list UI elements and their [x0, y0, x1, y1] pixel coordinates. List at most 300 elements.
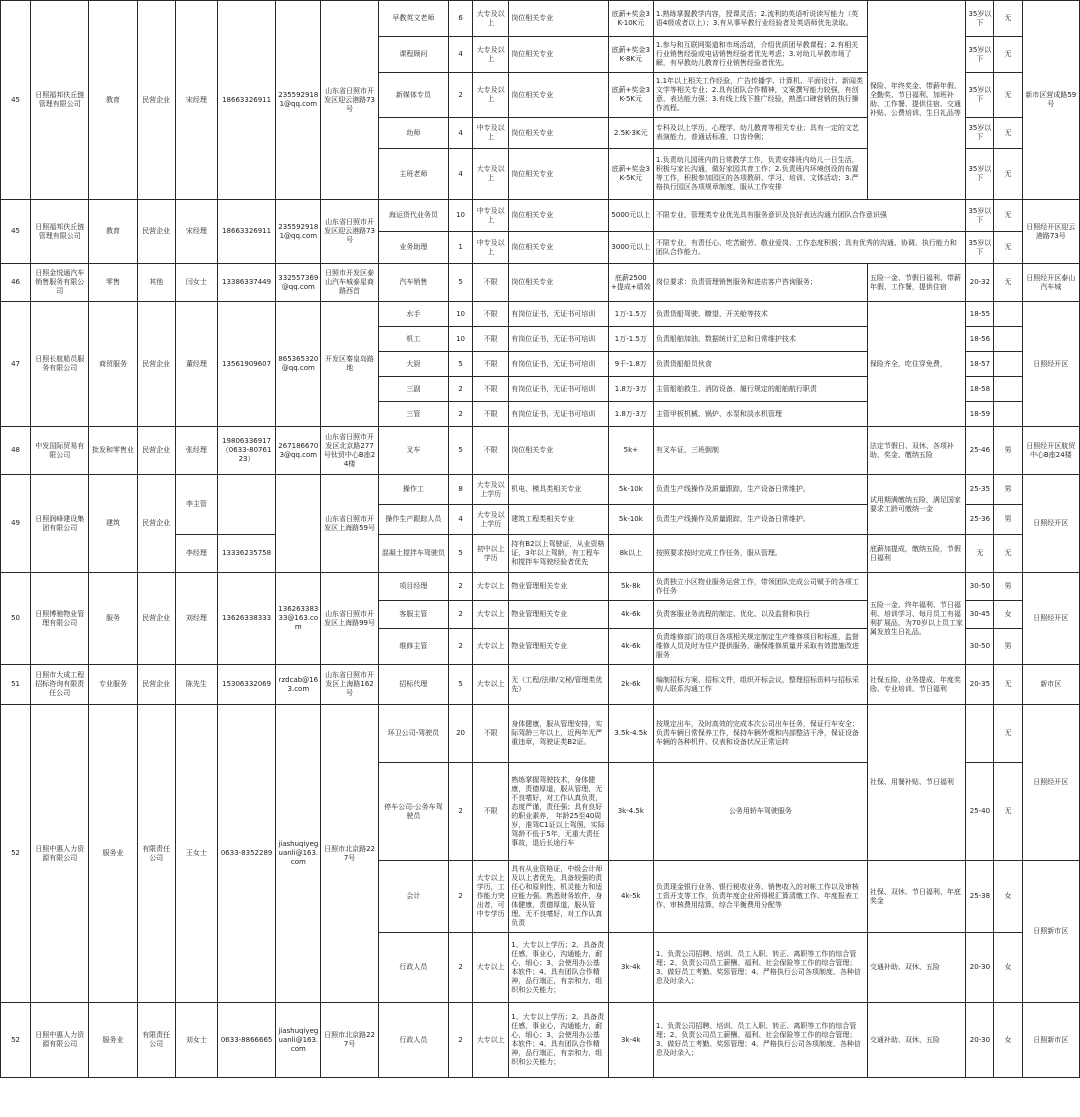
- company-address: 开发区秦皇岛路地: [321, 302, 378, 427]
- work-region: 日照新市区: [1022, 1003, 1079, 1078]
- table-row: [1, 1, 1080, 37]
- contact-person: 陈先生: [175, 665, 217, 705]
- entry-no: 46: [1, 264, 31, 302]
- job-title: 招标代理: [378, 665, 448, 705]
- job-salary: 3k-4k: [608, 933, 653, 1003]
- job-major: 建筑工程类相关专业: [509, 505, 608, 535]
- job-education: 大专以上: [473, 601, 509, 629]
- job-duty: 负责生产线操作及质量跟踪，生产设备日常维护。: [653, 475, 867, 505]
- job-salary: 3000元以上: [608, 232, 653, 264]
- contact-phone: 18663326911: [217, 1, 275, 200]
- job-major: 机电、模具类相关专业: [509, 475, 608, 505]
- contact-phone: [217, 475, 275, 535]
- contact-phone: 13386337449: [217, 264, 275, 302]
- industry: 批发和零售业: [89, 427, 137, 475]
- job-age: 30-50: [966, 629, 994, 665]
- job-count: 2: [449, 629, 473, 665]
- contact-email: jiashuqiyeguanli@163.com: [276, 705, 321, 1003]
- job-education: 不限: [473, 427, 509, 475]
- company-name: 日照金悦通汽车销售服务有限公司: [31, 264, 89, 302]
- industry: 专业服务: [89, 665, 137, 705]
- job-title: 机工: [378, 327, 448, 352]
- job-age: 18-58: [966, 377, 994, 402]
- job-count: 4: [449, 37, 473, 73]
- job-title: 早教英文老师: [378, 1, 448, 37]
- job-count: 10: [449, 302, 473, 327]
- job-education: 不限: [473, 705, 509, 763]
- job-salary: 5000元以上: [608, 200, 653, 232]
- job-gender: [994, 327, 1022, 352]
- job-duty: 有叉车证，三班倒制: [653, 427, 867, 475]
- job-duty: 1.负责幼儿园班内的日常教学工作，负责安排班内幼儿一日生活，积极与家长沟通，做好家园共育工作；2.负责班内环境创设的布置等工作，积极参加园区的各项教研、学习、培训、文体活动；3.严格执行园区各项规章制度，服从工作安排: [653, 149, 867, 200]
- job-education: 初中以上学历: [473, 535, 509, 573]
- job-gender: 无: [994, 37, 1022, 73]
- job-major: 岗位相关专业: [509, 73, 608, 118]
- contact-phone: 19806336917（0633-8076123）: [217, 427, 275, 475]
- job-major: 无（工程/法律/文秘/管理类优先）: [509, 665, 608, 705]
- job-major: 岗位相关专业: [509, 232, 608, 264]
- job-count: 2: [449, 377, 473, 402]
- entry-no: 52: [1, 1003, 31, 1078]
- job-education: 不限: [473, 402, 509, 427]
- job-salary: 1.8万-3万: [608, 402, 653, 427]
- contact-email: 2355929181@qq.com: [276, 200, 321, 264]
- job-title: 幼师: [378, 118, 448, 149]
- job-major: 有岗位证书，无证书可培训: [509, 402, 608, 427]
- job-gender: 无: [994, 149, 1022, 200]
- welfare: 社保、双休、节日福利、年底奖金: [867, 861, 965, 933]
- welfare: 底薪加提成，缴纳五险，节假日福利: [867, 535, 965, 573]
- job-major: 岗位相关专业: [509, 264, 608, 302]
- job-count: 5: [449, 264, 473, 302]
- job-title: 汽车销售: [378, 264, 448, 302]
- job-count: 4: [449, 118, 473, 149]
- job-count: 2: [449, 73, 473, 118]
- work-region: 日照经开区: [1022, 475, 1079, 573]
- job-age: 35岁以下: [966, 118, 994, 149]
- job-gender: 男: [994, 629, 1022, 665]
- contact-phone: 18663326911: [217, 200, 275, 264]
- contact-email: 2671866703@qq.com: [276, 427, 321, 475]
- contact-email: jiashuqiyeguanli@163.com: [276, 1003, 321, 1078]
- job-salary: 4k-6k: [608, 629, 653, 665]
- job-count: 5: [449, 535, 473, 573]
- job-education: 中专及以上: [473, 118, 509, 149]
- contact-phone: 13561909607: [217, 302, 275, 427]
- welfare: 社保、用餐补贴、节日福利: [867, 705, 965, 861]
- job-education: 大专及以上: [473, 73, 509, 118]
- contact-email: 865365320@qq.com: [276, 302, 321, 427]
- job-duty: 1.熟练掌握教学内容，授课灵活；2.流利的英语听说读写能力（英语4级或者以上）；3.有从事早教行业经验者及英语师优先录取。: [653, 1, 867, 37]
- job-major: 物业管理相关专业: [509, 629, 608, 665]
- job-gender: [994, 402, 1022, 427]
- job-count: 2: [449, 933, 473, 1003]
- job-count: 4: [449, 149, 473, 200]
- job-count: 5: [449, 427, 473, 475]
- welfare: 法定节假日、双休、各项补助、奖金、缴纳五险: [867, 427, 965, 475]
- job-age: 25-38: [966, 861, 994, 933]
- job-major: 物业管理相关专业: [509, 601, 608, 629]
- contact-person: 刘女士: [175, 1003, 217, 1078]
- job-salary: 5k-8k: [608, 573, 653, 601]
- job-education: 大专及以上学历: [473, 505, 509, 535]
- table-row: [1, 200, 1080, 232]
- company-nature: 有限责任公司: [137, 705, 175, 1003]
- table-row: [1, 427, 1080, 475]
- company-name: 日照中惠人力资源有限公司: [31, 1003, 89, 1078]
- job-age: 20-32: [966, 264, 994, 302]
- company-address: 山东省日照市开发区迎云港路73号: [321, 1, 378, 200]
- job-education: 不限: [473, 377, 509, 402]
- work-region: 日照经开区航贸中心B座24楼: [1022, 427, 1079, 475]
- company-address: 山东省日照市开发区上海路162号: [321, 665, 378, 705]
- job-education: 中专及以上: [473, 232, 509, 264]
- work-region: 新市区: [1022, 665, 1079, 705]
- job-salary: 底薪+奖金3K-5K元: [608, 149, 653, 200]
- job-age: 30-50: [966, 573, 994, 601]
- job-gender: 无: [994, 118, 1022, 149]
- job-title: 行政人员: [378, 1003, 448, 1078]
- job-salary: 底薪+奖金3K-5K元: [608, 73, 653, 118]
- contact-email: [276, 475, 321, 573]
- company-nature: 民营企业: [137, 302, 175, 427]
- job-title: 操作生产跟踪人员: [378, 505, 448, 535]
- job-salary: 5k-10k: [608, 505, 653, 535]
- work-region: 日照经开区: [1022, 573, 1079, 665]
- company-nature: 民营企业: [137, 427, 175, 475]
- company-name: 日照润峰建设集团有限公司: [31, 475, 89, 573]
- work-region: 日照经开区泰山汽车城: [1022, 264, 1079, 302]
- job-age: 35岁以下: [966, 200, 994, 232]
- job-title: 三管: [378, 402, 448, 427]
- job-count: 5: [449, 665, 473, 705]
- entry-no: 45: [1, 1, 31, 200]
- job-gender: 男: [994, 427, 1022, 475]
- job-age: 25-46: [966, 427, 994, 475]
- company-name: 中发国际贸易有限公司: [31, 427, 89, 475]
- contact-email: rzdcab@163.com: [276, 665, 321, 705]
- welfare: 试用期满缴纳五险，满足国家要求工龄可缴纳一金: [867, 475, 965, 535]
- table-row: [1, 264, 1080, 302]
- job-major: 有岗位证书，无证书可培训: [509, 327, 608, 352]
- company-nature: 民营企业: [137, 665, 175, 705]
- job-gender: 男: [994, 475, 1022, 505]
- job-age: 25-35: [966, 475, 994, 505]
- job-age: 20-30: [966, 1003, 994, 1078]
- job-education: 大专及以上: [473, 37, 509, 73]
- job-title: 会计: [378, 861, 448, 933]
- job-duty: 负责生产线操作及质量跟踪，生产设备日常维护。: [653, 505, 867, 535]
- work-region: 日照经开区: [1022, 705, 1079, 861]
- job-title: 大厨: [378, 352, 448, 377]
- company-nature: 民营企业: [137, 200, 175, 264]
- job-duty: 主管船舶救生、消防设备，履行规定的船舶航行职责: [653, 377, 867, 402]
- job-salary: 1万-1.5万: [608, 302, 653, 327]
- industry: 服务业: [89, 705, 137, 1003]
- contact-phone: 13336235758: [217, 535, 275, 573]
- welfare: 交通补助、双休、五险: [867, 1003, 965, 1078]
- job-education: 不限: [473, 264, 509, 302]
- contact-email: 2355929181@qq.com: [276, 1, 321, 200]
- entry-no: 48: [1, 427, 31, 475]
- company-name: 日照长航船员服务有限公司: [31, 302, 89, 427]
- work-region: 日照新市区: [1022, 861, 1079, 1003]
- contact-person: 宋经理: [175, 1, 217, 200]
- job-count: 6: [449, 1, 473, 37]
- job-age: 18-59: [966, 402, 994, 427]
- job-age: 18-56: [966, 327, 994, 352]
- job-salary: 底薪2500+提成+绩效: [608, 264, 653, 302]
- job-duty: 1.参与和互联网渠道和市场活动，介绍优质团早教课程；2.有相关行业销售经验或电话销售经验者优先考虑；3.对幼儿早教市场了解，有早教幼儿教育行业销售经验者优先。: [653, 37, 867, 73]
- job-gender: 男: [994, 505, 1022, 535]
- job-title: 维修主管: [378, 629, 448, 665]
- job-salary: 1万-1.5万: [608, 327, 653, 352]
- job-duty: 负责货船驾驶、瞭望、开关舱等技术: [653, 302, 867, 327]
- table-row: [1, 475, 1080, 505]
- job-age: 18-55: [966, 302, 994, 327]
- job-age: 35岁以下: [966, 73, 994, 118]
- table-row: [1, 302, 1080, 327]
- job-gender: [994, 352, 1022, 377]
- job-salary: 2.5K-3K元: [608, 118, 653, 149]
- job-gender: 无: [994, 232, 1022, 264]
- job-salary: 9千-1.8万: [608, 352, 653, 377]
- contact-person: 李经理: [175, 535, 217, 573]
- company-address: 山东省日照市开发区上海路59号: [321, 475, 378, 573]
- job-age: 35岁以下: [966, 149, 994, 200]
- job-title: 新媒体专员: [378, 73, 448, 118]
- table-row: [1, 705, 1080, 763]
- welfare: 保险齐全，吃住穿免费，: [867, 302, 965, 427]
- job-count: 8: [449, 475, 473, 505]
- industry: 教育: [89, 200, 137, 264]
- job-duty: 编制招标方案、招标文件，组织开标会议，整理招标资料与招标采购人联系沟通工作: [653, 665, 867, 705]
- job-duty: 按照要求按时完成工作任务，服从管理。: [653, 535, 867, 573]
- job-age: 18-57: [966, 352, 994, 377]
- welfare: 交通补助、双休、五险: [867, 933, 965, 1003]
- job-title: 混凝土搅拌车驾驶员: [378, 535, 448, 573]
- job-gender: [994, 377, 1022, 402]
- contact-person: 闫女士: [175, 264, 217, 302]
- job-duty: 1.1年以上相关工作经验，广告传播学、计算机、平面设计、新闻类文学等相关专业；2.具有团队合作精神，文案撰写能力较强，有创意、表达能力强；3.有线上线下推广经验，熟悉口碑营销的执行操作流程。: [653, 73, 867, 118]
- job-title: 叉车: [378, 427, 448, 475]
- job-count: 2: [449, 601, 473, 629]
- job-education: 大专及以上: [473, 149, 509, 200]
- contact-email: 332557369@qq.com: [276, 264, 321, 302]
- company-nature: 民营企业: [137, 475, 175, 573]
- job-duty: 公务用轿车驾驶服务: [653, 763, 867, 861]
- job-gender: 女: [994, 601, 1022, 629]
- company-nature: 有限责任公司: [137, 1003, 175, 1078]
- job-count: 4: [449, 505, 473, 535]
- company-name: 日照市大成工程招标咨询有限责任公司: [31, 665, 89, 705]
- job-age: 20-35: [966, 665, 994, 705]
- job-gender: 无: [994, 535, 1022, 573]
- job-education: 大专以上: [473, 629, 509, 665]
- industry: 零售: [89, 264, 137, 302]
- job-duty: 负责独立小区物业服务运营工作，带领团队完成公司赋予的各项工作任务: [653, 573, 867, 601]
- job-title: 项目经理: [378, 573, 448, 601]
- job-count: 10: [449, 200, 473, 232]
- job-gender: 无: [994, 264, 1022, 302]
- job-age: 25-36: [966, 505, 994, 535]
- job-title: 主班老师: [378, 149, 448, 200]
- industry: 教育: [89, 1, 137, 200]
- job-major: 岗位相关专业: [509, 118, 608, 149]
- job-education: 大专及以上: [473, 1, 509, 37]
- welfare: 五险一金、终年福利、节日福利、培训学习、每月员工有福利扩展品，为70岁以上员工家属发放生日礼品。: [867, 573, 965, 665]
- job-salary: 2k-6k: [608, 665, 653, 705]
- job-major: 有岗位证书，无证书可培训: [509, 377, 608, 402]
- job-age: 30-45: [966, 601, 994, 629]
- table-row: [1, 1003, 1080, 1078]
- job-age: 35岁以下: [966, 1, 994, 37]
- company-address: 山东省日照市开发区上海路99号: [321, 573, 378, 665]
- job-gender: 无: [994, 763, 1022, 861]
- job-salary: 8k以上: [608, 535, 653, 573]
- job-education: 大专以上: [473, 573, 509, 601]
- job-title: 客服主管: [378, 601, 448, 629]
- job-title: 业务助理: [378, 232, 448, 264]
- job-duty: 1、负责公司招聘、培训、员工入职、转正、离职等工作的综合管理；2、负责公司员工薪酬、福利、社会保险等工作的综合管理；3、做好员工考勤、奖惩管理；4、严格执行公司各项制度、各种信息及时录入；: [653, 933, 867, 1003]
- company-address: 日照市开发区泰山汽车城泰星商路西首: [321, 264, 378, 302]
- job-gender: 女: [994, 933, 1022, 1003]
- job-count: 2: [449, 573, 473, 601]
- job-gender: [994, 302, 1022, 327]
- job-duty: 负责维修部门的项目各项相关规定制定生产维修项目和标准，监督维修人员及时为住户提供服务，确保维修质量并采取有效措施改进服务: [653, 629, 867, 665]
- contact-person: 王女士: [175, 705, 217, 1003]
- job-age: 35岁以下: [966, 37, 994, 73]
- job-title: 停车公司-公务车驾驶员: [378, 763, 448, 861]
- contact-person: 李主管: [175, 475, 217, 535]
- job-education: 大专以上: [473, 665, 509, 705]
- job-salary: 5k+: [608, 427, 653, 475]
- job-salary: 1.8万-3万: [608, 377, 653, 402]
- company-address: 日照市北京路227号: [321, 705, 378, 1003]
- company-address: 山东省日照市开发区迎云港路73号: [321, 200, 378, 264]
- entry-no: 49: [1, 475, 31, 573]
- job-major: 岗位相关专业: [509, 37, 608, 73]
- job-duty: 按规定出车，及时高效的完成本次公司出车任务，保证行车安全；负责车辆日常保养工作，保持车辆外观和内部整洁干净，保证设备车辆的各种机件、仪表和设备状况正常运转: [653, 705, 867, 763]
- job-education: 不限: [473, 763, 509, 861]
- job-duty: 负责船舶加油、数据统计汇总和日常维护技术: [653, 327, 867, 352]
- job-gender: 无: [994, 73, 1022, 118]
- job-count: 10: [449, 327, 473, 352]
- company-nature: 民营企业: [137, 573, 175, 665]
- job-education: 中专及以上: [473, 200, 509, 232]
- work-region: 日照经开区: [1022, 302, 1079, 427]
- job-education: 大专以上: [473, 1003, 509, 1078]
- entry-no: 50: [1, 573, 31, 665]
- job-major: 有岗位证书，无证书可培训: [509, 352, 608, 377]
- welfare: 保险、年终奖金、带薪年假、全勤奖、节日福利、加班补助、工作餐、提供住宿、交通补贴、公费培训、生日礼品等: [867, 1, 965, 200]
- job-count: 2: [449, 861, 473, 933]
- job-gender: 无: [994, 705, 1022, 763]
- job-education: 不限: [473, 327, 509, 352]
- work-region: 新市区营成路59号: [1022, 1, 1079, 200]
- company-name: 日照博驰物业管理有限公司: [31, 573, 89, 665]
- job-title: 三副: [378, 377, 448, 402]
- job-gender: 女: [994, 1003, 1022, 1078]
- company-address: 日照市北京路227号: [321, 1003, 378, 1078]
- job-salary: 3k-4k: [608, 1003, 653, 1078]
- job-education: 不限: [473, 302, 509, 327]
- job-major: 1、大专以上学历；2、具备责任感，事业心，沟通能力，耐心，细心；3、会使用办公基本软件；4、具有团队合作精神，品行端正，有亲和力，组织和公关能力；: [509, 1003, 608, 1078]
- job-major: 有岗位证书，无证书可培训: [509, 302, 608, 327]
- company-nature: 其他: [137, 264, 175, 302]
- job-salary: 底薪+奖金3K-10K元: [608, 1, 653, 37]
- job-duty: 负责客服业务流程的制定、优化、以及监督和执行: [653, 601, 867, 629]
- contact-person: 宋经理: [175, 200, 217, 264]
- job-major: 身体健康，服从管理安排，实际驾龄三年以上，近两年无严重违章，驾驶证类B2证。: [509, 705, 608, 763]
- contact-phone: 13626338333: [217, 573, 275, 665]
- job-duty: 专科及以上学历，心理学、幼儿教育等相关专业；具有一定的文艺表演能力，普通话标准，口齿伶俐；: [653, 118, 867, 149]
- job-education: 大专以上: [473, 933, 509, 1003]
- job-gender: 女: [994, 861, 1022, 933]
- welfare: 五险一金、节假日福利、带薪年假、工作餐，提供住宿: [867, 264, 965, 302]
- job-gender: 无: [994, 1, 1022, 37]
- job-title: 海运货代业务员: [378, 200, 448, 232]
- job-title: 行政人员: [378, 933, 448, 1003]
- job-major: 岗位相关专业: [509, 149, 608, 200]
- industry: 服务业: [89, 1003, 137, 1078]
- job-title: 环卫公司-驾驶员: [378, 705, 448, 763]
- job-age: 25-40: [966, 763, 994, 861]
- industry: 商贸服务: [89, 302, 137, 427]
- job-count: 2: [449, 402, 473, 427]
- job-major: 岗位相关专业: [509, 1, 608, 37]
- job-major: 熟练掌握驾驶技术，身体健康，责德厚道，服从管理、无不良嗜好，对工作认真负责，态度严谨，责任强；具有良好的职业素养， 年龄25至40周岁，准驾C1证以上驾照，实际驾龄不低于5年，无重大责任事故，退后长途行车: [509, 763, 608, 861]
- job-duty: 1、负责公司招聘、培训、员工入职、转正、离职等工作的综合管理；2、负责公司员工薪酬、福利、社会保险等工作的综合管理；3、做好员工考勤、奖惩管理；4、严格执行公司各项制度、各种信息及时录入；: [653, 1003, 867, 1078]
- job-duty: 不限专业，有责任心、吃苦耐劳、敬业爱岗、工作态度积极；具有优秀的沟通、协调、执行能力和团队合作能力。: [653, 232, 965, 264]
- job-title: 操作工: [378, 475, 448, 505]
- entry-no: 52: [1, 705, 31, 1003]
- job-title: 水手: [378, 302, 448, 327]
- job-salary: 底薪+奖金3K-8K元: [608, 37, 653, 73]
- job-duty: 岗位要求：负责管理销售服务和进店客户咨询服务；: [653, 264, 867, 302]
- job-age: [966, 705, 994, 763]
- welfare: 社保五险、业务提成、年度奖励、专业培训、节日福利: [867, 665, 965, 705]
- company-name: 日照福邦伕丘链管理有限公司: [31, 200, 89, 264]
- job-count: 1: [449, 232, 473, 264]
- table-row: [1, 665, 1080, 705]
- job-salary: 3.5k-4.5k: [608, 705, 653, 763]
- company-name: 日照中惠人力资源有限公司: [31, 705, 89, 1003]
- job-count: 5: [449, 352, 473, 377]
- entry-no: 45: [1, 200, 31, 264]
- job-education: 大专以上学历，工作能力突出者，可中专学历: [473, 861, 509, 933]
- contact-person: 刘经理: [175, 573, 217, 665]
- job-gender: 无: [994, 665, 1022, 705]
- job-major: 物业管理相关专业: [509, 573, 608, 601]
- job-age: 无: [966, 535, 994, 573]
- contact-person: 董经理: [175, 302, 217, 427]
- contact-email: 13626338333@163.com: [276, 573, 321, 665]
- job-duty: 负责货船船员伙食: [653, 352, 867, 377]
- job-duty: 负责现金银行业务、银行税收业务、销售收入的对帐工作以及审核工资开支等工作，负责年度企业所得税汇算清缴工作、年度报表工作、审核费用结算，综合平衡费用分配等: [653, 861, 867, 933]
- job-major: 1、大专以上学历；2、具备责任感，事业心，沟通能力，耐心，细心；3、会使用办公基本软件；4、具有团队合作精神，品行端正，有亲和力，组织和公关能力；: [509, 933, 608, 1003]
- contact-phone: 0633-8866665: [217, 1003, 275, 1078]
- work-region: 日照经开区迎云港路73号: [1022, 200, 1079, 264]
- job-major: 岗位相关专业: [509, 200, 608, 232]
- job-age: 20-30: [966, 933, 994, 1003]
- company-name: 日照福邦伕丘链管理有限公司: [31, 1, 89, 200]
- job-salary: 4k-6k: [608, 601, 653, 629]
- job-major: 持有B2以上驾驶证，从业资格证，3年以上驾龄，有工程车和搅拌车驾驶经验者优先: [509, 535, 608, 573]
- job-major: 岗位相关专业: [509, 427, 608, 475]
- contact-phone: 15306332069: [217, 665, 275, 705]
- contact-person: 张经理: [175, 427, 217, 475]
